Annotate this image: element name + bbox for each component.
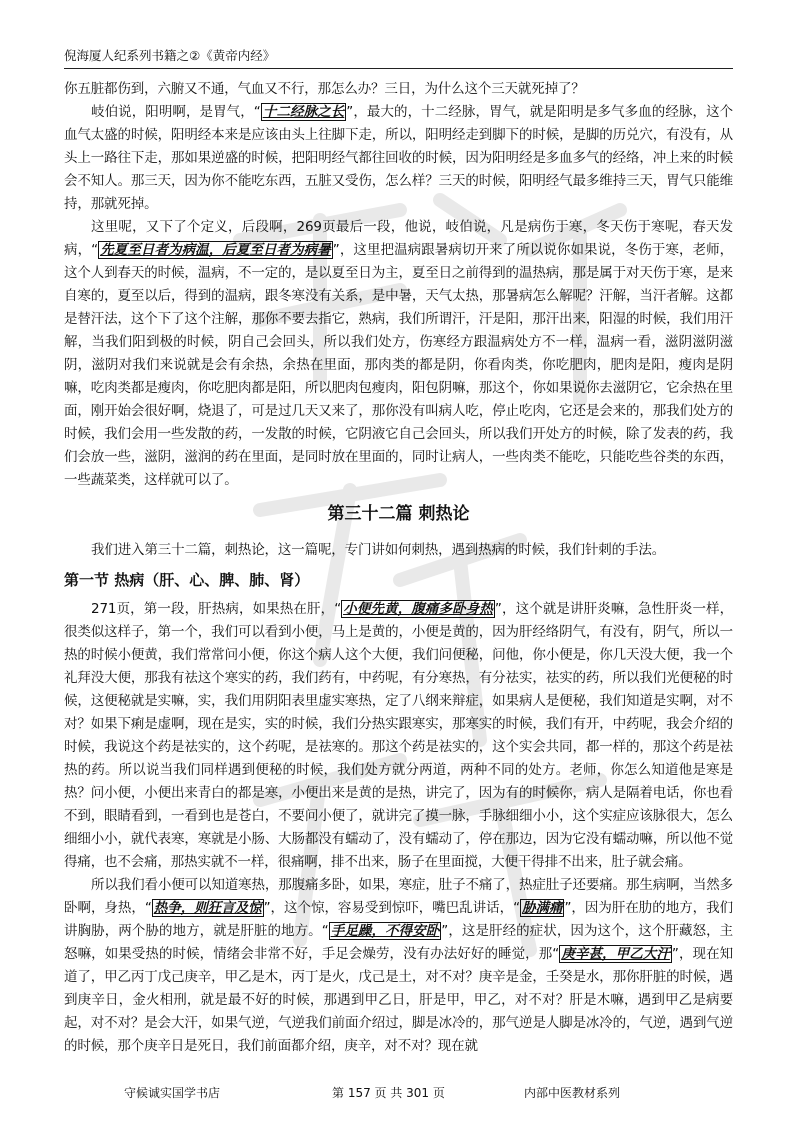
quote-box: 胁满痛 — [521, 900, 563, 916]
running-header: 倪海厦人纪系列书籍之②《黄帝内经》 — [64, 48, 276, 63]
document-page — [64, 0, 733, 1122]
footer-publisher: 守候诚实国学书店 — [124, 1086, 221, 1100]
quote-box: 手足躁，不得安卧 — [330, 923, 440, 939]
quote-box: 庚辛甚，甲乙大汗 — [561, 946, 670, 962]
chapter-title: 第三十二篇 刺热论 — [327, 504, 470, 524]
section-title: 第一节 热病（肝、心、脾、肺、肾） — [64, 571, 310, 589]
paragraph-1: 你五脏都伤到，六腑又不通，气血又不行，那怎么办？三日，为什么这个三天就死掉了？ — [64, 81, 585, 97]
paragraph-3: 这里呢，又下了个定义，后段啊，269页最后一段，他说，岐伯说，凡是病伤于寒，冬天伤于寒呢，春天发病，“ 先夏至日者为病温，后夏至日者为病暑 ”，这里把温病跟暑病切开来了所以说你如果说，冬伤于寒，老师，这个人到春天的时候，温病，不一定的，是以夏至日为主，夏至日之前得到的温热病，那是属于对天伤于寒，是来自寒的，夏至以后，得到的温病，跟冬寒没有关系，是中暑，天气太热，那暑病怎么解呢？汗解，当汗者解。这都是替汗法，这个下了这个注解，那你不要去指它，熟病，我们所谓汗，汗是阳，那汗出来，阳湿的时候，我们用汗解，当我们阳到极的时候，阴自己会回头，所以我们处方，伤寒经方跟温病处方不一样，温病一看，滋阴滋阴滋阴，滋阴对我们来说就是会有余热，余热在里面，那肉类的都是阴，你看肉类，你吃肥肉，肥肉是阳，瘦肉是阴嘛，吃肉类都是瘦肉，你吃肥肉都是阳，所以肥肉包瘦肉，阳包阴嘛，那这个，你如果说你去滋阴它，它余热在里面，刚开始会很好啊，烧退了，可是过几天又来了，那你没有叫病人吃，停止吃肉，它还是会来的，那我们处方的时候，我们会用一些发散的药，一发散的时候，它阴液它自己会回头，所以我们开处方的时候，除了发表的药，我们会放一些，滋阴，滋润的药在里面，是同时放在里面的，同时让病人，一些肉类不能吃，只能吃些谷类的东西，一些蔬菜类，这样就可以了。 — [64, 219, 734, 488]
quote-box: 十二经脉之长 — [262, 104, 345, 120]
paragraph-6: 所以我们看小便可以知道寒热，那腹痛多卧，如果，寒症，肚子不痛了，热症肚子还要痛。那生病啊，当然多卧啊，身热，“ 热争，则狂言及惊 ”，这个惊，容易受到惊吓，嘴巴乱讲话，“ 胁满痛 ”，因为肝在肋的地方，我们讲胸胁，两个胁的地方，就是肝脏的地方。“ 手足躁，不得安卧 ”，这是肝经的症状，因为这个，这个肝藏怒，主怒嘛，如果受热的时候，情绪会非常不好，手足会燥劳，没有办法好好的睡觉，那“ 庚辛甚，甲乙大汗 ”，现在知道了，甲乙丙丁戊己庚辛，甲乙是木，丙丁是火，戊己是土，对不对？庚辛是金，壬癸是水，那你肝脏的时候，遇到庚辛日，金火相刑，就是最不好的时候，那遇到甲乙日，肝是甲，甲乙，对不对？肝是木嘛，遇到甲乙是病要起，对不对？是会大汗，如果气逆，气逆我们前面介绍过，脚是冰冷的，那气逆是人脚是冰冷的，气逆，遇到气逆的时候，那个庚辛日是死日，我们前面都介绍，庚辛，对不对？现在就 — [64, 877, 733, 1054]
quote-box: 小便先黄，腹痛多卧身热 — [343, 601, 493, 617]
page-number: 第 157 页 共 301 页 — [332, 1086, 445, 1100]
paragraph-4: 我们进入第三十二篇，刺热论，这一篇呢，专门讲如何刺热，遇到热病的时候，我们针刺的手法。 — [91, 542, 666, 558]
header-rule — [64, 68, 733, 69]
paragraph-5: 271页，第一段，肝热病，如果热在肝，“ 小便先黄，腹痛多卧身热 ”，这个就是讲肝炎嘛，急性肝炎一样，很类似这样子，第一个，我们可以看到小便，马上是黄的，小便是黄的，因为肝经络阴气，有没有，阴气，所以一热的时候小便黄，我们常常问小便，你这个病人这个大便，我们问便秘，问他，你小便是，你几天没大便，我一个礼拜没大便，那我有祛这个寒实的药，我们药有，中药呢，有分寒热，有分祛实，祛实的药，所以我们光便秘的时候，这便秘就是实嘛，实，我们用阴阳表里虚实寒热，定了八纲来辩症，如果病人是便秘，我们知道是实啊，对不对？如果下痢是虚啊，现在是实，实的时候，我们分热实跟寒实，那寒实的时候，我们有开，中药呢，我会介绍的时候，我说这个药是祛实的，这个药呢，是祛寒的。那这个药是祛实的，这个实会共同，都一样的，那这个药是祛热的药。所以说当我们同样遇到便秘的时候，我们处方就分两道，两种不同的处方。老师，你怎么知道他是寒是热？问小便，小便出来青白的都是寒，小便出来是黄的是热，讲完了，因为有的时候你，病人是隔着电话，你也看不到，眼睛看到，一看到也是苍白，不要问小便了，就讲完了摸一脉，手脉细细小小，这个实症应该脉很大，怎么细细小小，就代表寒，寒就是小肠、大肠都没有蠕动了，没有蠕动了，停在那边，因为它没有蠕动嘛，所以他不觉得痛，也不会痛，那热实就不一样，很痛啊，排不出来，肠子在里面搅，大便干得排不出来，肚子就会痛。 — [64, 601, 733, 870]
paragraph-2: 岐伯说，阳明啊，是胃气，“ 十二经脉之长 ”，最大的，十二经脉，胃气，就是阳明是多气多血的经脉，这个血气太盛的时候，阳明经本来是应该由头上往脚下走，所以，阳明经走到脚下的时候，是脚的历兑穴，有没有，从头上一路往下走，那如果逆盛的时候，把阳明经气都往回收的时候，因为阳明经是多血多气的经络，冲上来的时候会不知人。那三天，因为你不能吃东西，五脏又受伤，怎么样？三天的时候，阳明经气最多维持三天，胃气只能维持，那就死掉。 — [64, 104, 733, 212]
footer-series: 内部中医教材系列 — [524, 1086, 621, 1100]
page-body — [64, 78, 733, 1058]
quote-box: 先夏至日者为病温，后夏至日者为病暑 — [99, 242, 331, 258]
quote-box: 热争，则狂言及惊 — [153, 900, 262, 916]
